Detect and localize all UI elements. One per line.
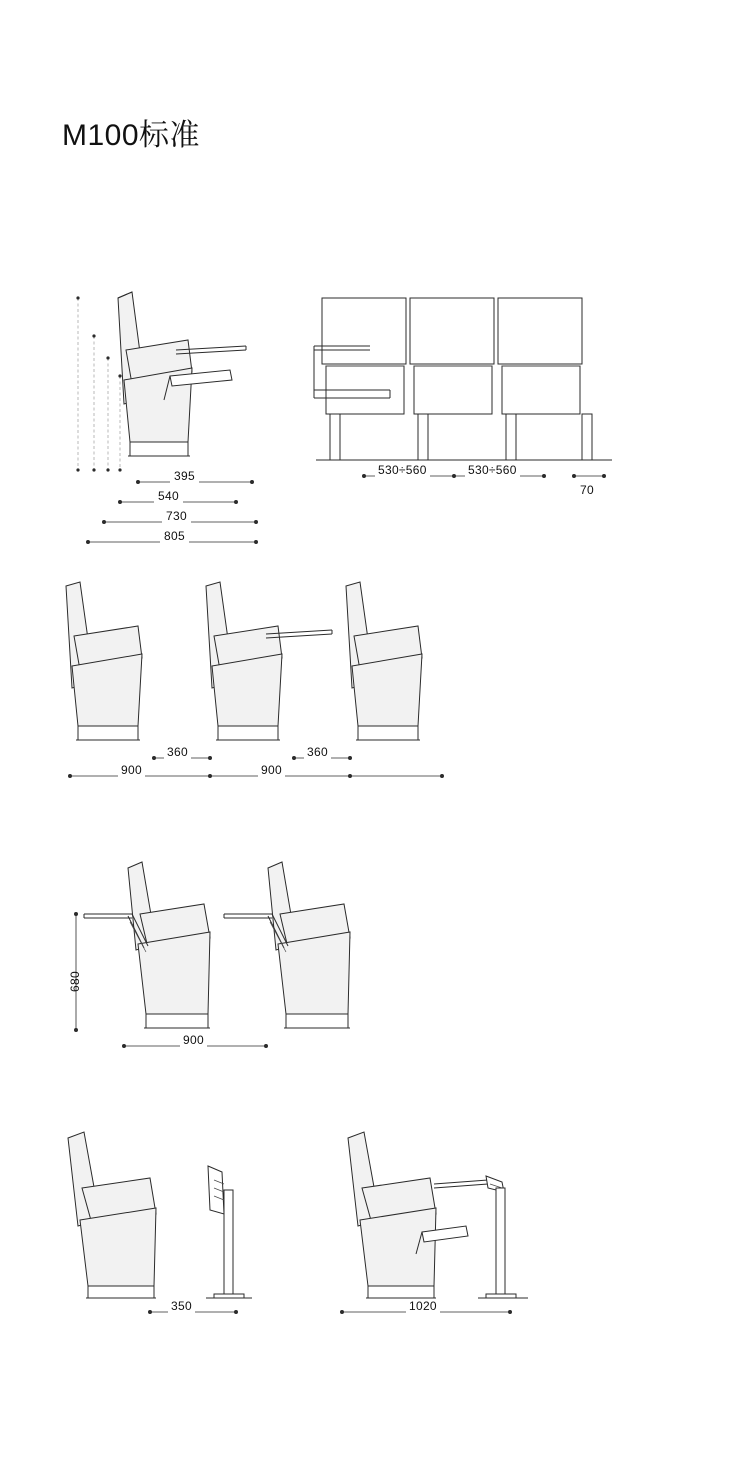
view-front-elevation-three-seats <box>312 280 622 510</box>
seat-post-wide-drawing <box>338 1128 598 1318</box>
dim-1020: 1020 <box>406 1299 440 1313</box>
view-seat-with-post-narrow <box>58 1128 288 1318</box>
dim-730: 730 <box>162 509 191 523</box>
dim-805: 805 <box>160 529 189 543</box>
dim-360-b: 360 <box>304 745 331 759</box>
dim-395: 395 <box>170 469 199 483</box>
seat-unit-tablet-b <box>224 862 350 1028</box>
dim-530-560-a: 530÷560 <box>375 463 430 477</box>
page-title: M100标准 <box>62 119 201 152</box>
dim-530-560-b: 530÷560 <box>465 463 520 477</box>
view-row-spacing-three-seats <box>60 578 460 798</box>
dim-350: 350 <box>168 1299 195 1313</box>
seat-unit-c <box>346 582 422 740</box>
seat-unit-b <box>206 582 332 740</box>
dim-540: 540 <box>154 489 183 503</box>
dim-70: 70 <box>580 483 594 497</box>
dim-900-c: 900 <box>180 1033 207 1047</box>
dim-900-a: 900 <box>118 763 145 777</box>
seat-unit-a <box>66 582 142 740</box>
view-seat-with-post-wide <box>338 1128 598 1318</box>
dim-680: 680 <box>68 971 82 992</box>
tablet-up-drawing <box>62 852 362 1062</box>
seat-unit-tablet-a <box>84 862 210 1028</box>
view-side-elevation-with-tablet <box>60 280 300 543</box>
dim-360-a: 360 <box>164 745 191 759</box>
dim-900-b: 900 <box>258 763 285 777</box>
seat-post-narrow-drawing <box>58 1128 288 1318</box>
view-row-spacing-two-seats-tablet-up <box>62 852 362 1062</box>
